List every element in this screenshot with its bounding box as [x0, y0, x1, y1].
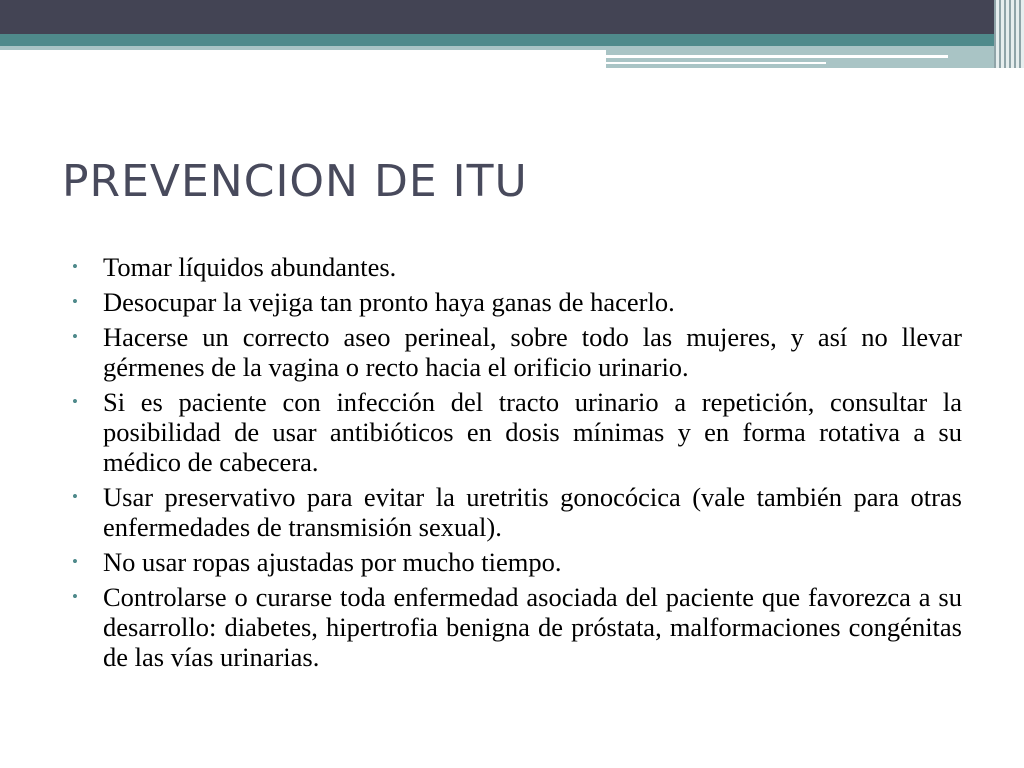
header-banner-teal — [0, 34, 1024, 46]
list-item — [72, 322, 962, 382]
bullet-list — [72, 252, 962, 677]
list-item — [72, 582, 962, 672]
bullet-icon: • — [72, 487, 78, 506]
list-item-text: Hacerse un correcto aseo perineal, sobre todo las mujeres, y así no llevar gérmenes de la vagina o recto hacia el orificio urinario. — [103, 322, 962, 382]
list-item-text: Tomar líquidos abundantes. — [103, 252, 397, 282]
list-item-text: Desocupar la vejiga tan pronto haya ganas de hacerlo. — [103, 287, 675, 317]
bullet-icon: • — [72, 587, 78, 606]
bullet-icon: • — [72, 392, 78, 411]
list-item — [72, 387, 962, 477]
list-item-text: Usar preservativo para evitar la uretritis gonocócica (vale también para otras enfermedades de transmisión sexual). — [103, 482, 962, 542]
slide-title: PREVENCION DE ITU — [62, 156, 528, 207]
header-banner-line — [606, 62, 826, 64]
list-item-text: No usar ropas ajustadas por mucho tiempo. — [103, 547, 562, 577]
decorative-stripes — [994, 0, 1024, 68]
list-item — [72, 547, 962, 577]
bullet-icon: • — [72, 327, 78, 346]
list-item — [72, 287, 962, 317]
list-item — [72, 252, 962, 282]
list-item-text: Controlarse o curarse toda enfermedad asociada del paciente que favorezca a su desarrollo: diabetes, hipertrofia benigna de próstata, malformaciones congénitas de las vías urinarias. — [103, 582, 962, 672]
list-item-text: Si es paciente con infección del tracto urinario a repetición, consultar la posibilidad de usar antibióticos en dosis mínimas y en forma rotativa a su médico de cabecera. — [103, 387, 962, 477]
header-banner-line — [606, 55, 948, 58]
bullet-icon: • — [72, 257, 78, 276]
bullet-icon: • — [72, 292, 78, 311]
header-banner-dark — [0, 0, 1024, 34]
list-item — [72, 482, 962, 542]
bullet-icon: • — [72, 552, 78, 571]
header-banner-light — [0, 46, 606, 50]
